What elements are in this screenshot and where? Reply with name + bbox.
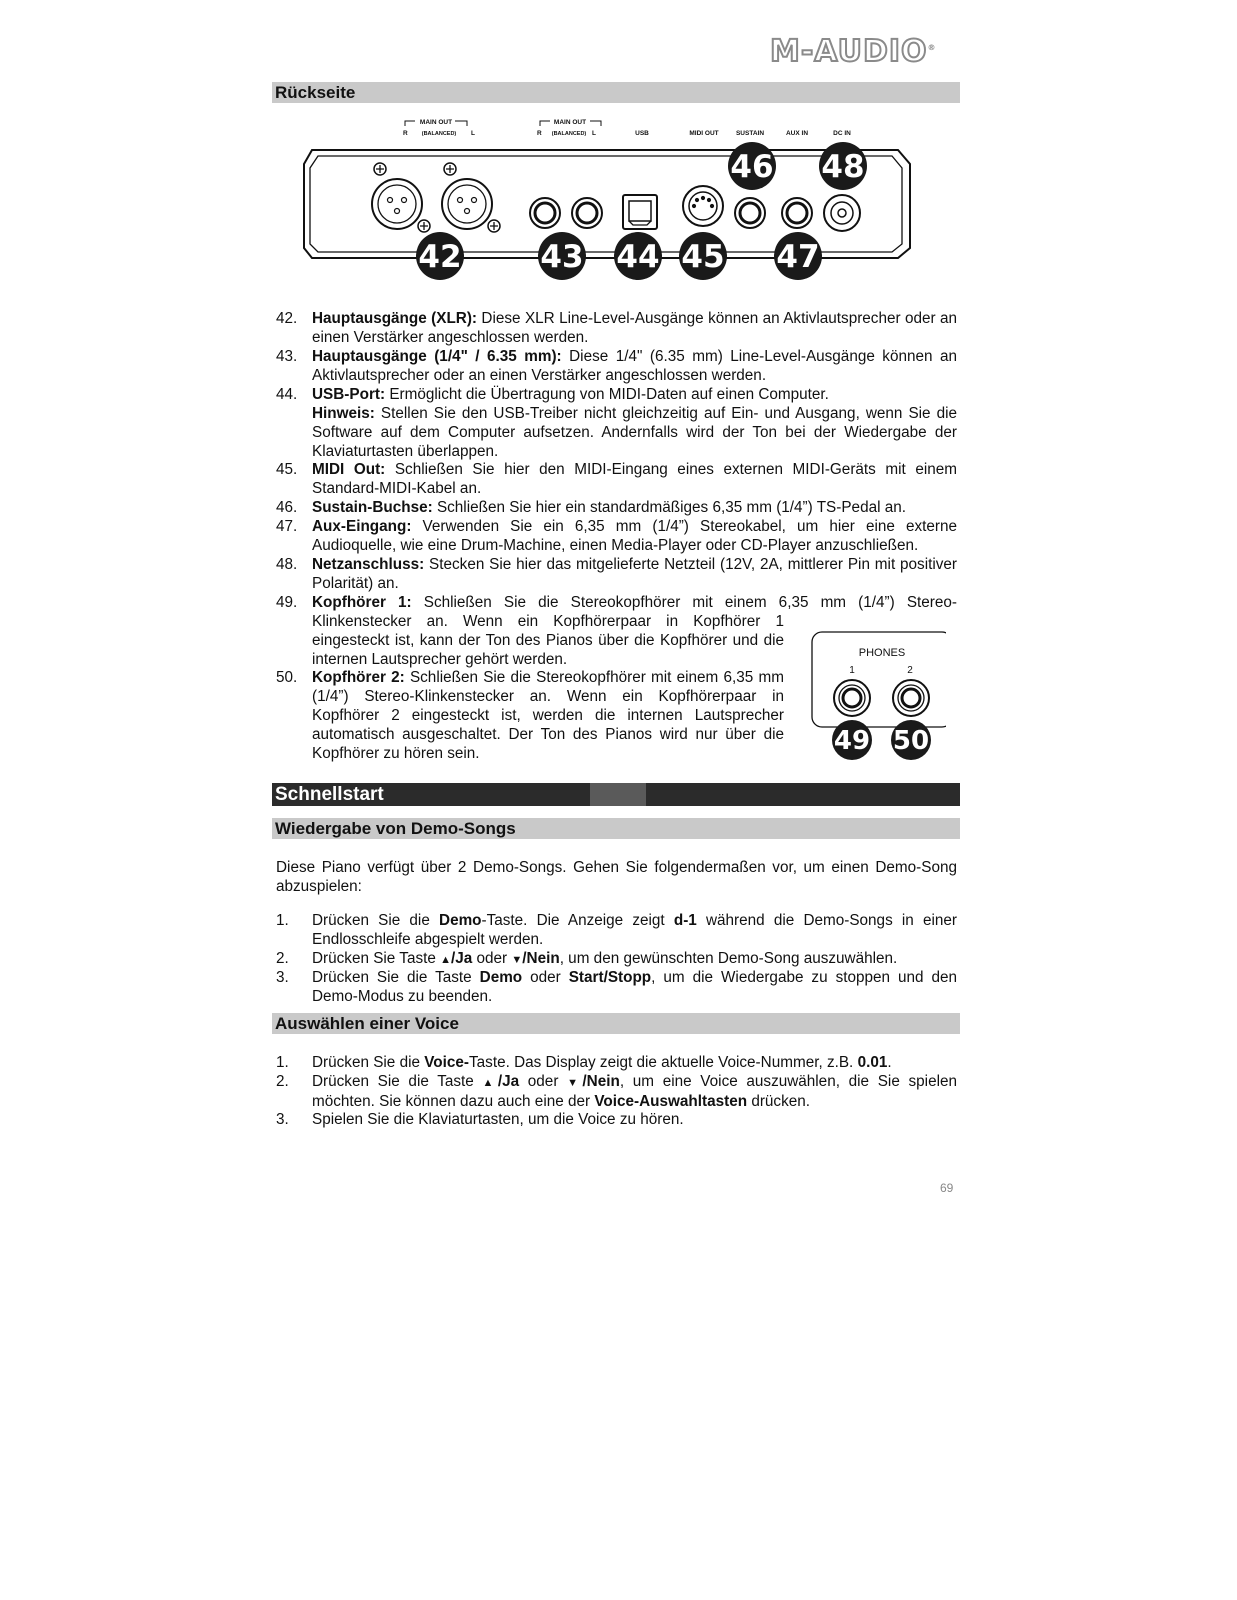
l-label-quarter: L — [592, 130, 596, 137]
main-out-label-xlr: MAIN OUT — [419, 119, 453, 126]
phones-label: PHONES — [858, 647, 906, 659]
page-number: 69 — [940, 1181, 954, 1195]
list-item-46: 46. Sustain-Buchse: Schließen Sie hier ein standardmäßiges 6,35 mm (1/4”) TS-Pedal an. — [276, 499, 906, 516]
usb-label: USB — [635, 130, 649, 137]
demo-step-1: 1. Drücken Sie die Demo-Taste. Die Anzeige zeigt d-1 während die Demo-Songs in einer Endlosschleife abgespielt werden. — [276, 912, 957, 948]
callout-47: 47 — [776, 239, 820, 275]
section-heading-voice: Auswählen einer Voice — [272, 1013, 960, 1034]
down-arrow-icon: ▼ — [567, 1077, 583, 1089]
callout-43: 43 — [540, 239, 584, 275]
list-item-44: 44. USB-Port: Ermöglicht die Übertragung von MIDI-Daten auf einen Computer. Hinweis: Stellen Sie den USB-Treiber nicht gleichzeitig auf Ein- und Ausgang, wenn Sie die Software auf dem Computer aufsetzen. Andernfalls wird der Ton bei der Wiedergabe der Klaviaturtasten überlappen. — [276, 386, 957, 460]
list-item-45: 45. MIDI Out: Schließen Sie hier den MIDI-Eingang eines externen MIDI-Geräts mit einem Standard-MIDI-Kabel an. — [276, 461, 957, 497]
r-label-quarter: R — [537, 130, 542, 137]
main-out-label-quarter: MAIN OUT — [553, 119, 587, 126]
list-item-50: 50. Kopfhörer 2: Schließen Sie die Stereokopfhörer mit einem 6,35 mm (1/4”) Stereo-Klinkenstecker an. Wenn ein Kopfhörerpaar in Kopfhörer 2 eingesteckt ist, werden die internen Lautsprecher automatisch ausgeschaltet. Der Ton des Pianos wird nur über die Kopfhörer zu hören sein. — [276, 669, 784, 762]
voice-step-2: 2. Drücken Sie die Taste ▲/Ja oder ▼/Nein, um eine Voice auszuwählen, die Sie spielen möchten. Sie können dazu auch eine der Voice-Auswahltasten drücken. — [276, 1073, 957, 1110]
up-arrow-icon: ▲ — [440, 954, 451, 966]
rear-panel-diagram — [300, 112, 920, 288]
section-heading-rear: Rückseite — [272, 82, 960, 103]
callout-50: 50 — [892, 726, 930, 756]
phones-jack-2-label: 2 — [907, 665, 913, 676]
list-item-48: 48. Netzanschluss: Stecken Sie hier das mitgelieferte Netzteil (12V, 2A, mittlerer Pin mit positiver Polarität) an. — [276, 556, 957, 592]
list-item-49-continued: Klinkenstecker an. Wenn ein Kopfhörerpaar in Kopfhörer 1 eingesteckt ist, kann der Ton des Pianos über die Kopfhörer und die internen Lautsprecher gehört werden. — [312, 613, 784, 668]
demo-intro: Diese Piano verfügt über 2 Demo-Songs. Gehen Sie folgendermaßen vor, um einen Demo-Song abzuspielen: — [276, 859, 957, 895]
r-label-xlr: R — [403, 130, 408, 137]
demo-step-3: 3. Drücken Sie die Taste Demo oder Start/Stopp, um die Wiedergabe zu stoppen und den Demo-Modus zu beenden. — [276, 969, 957, 1005]
up-arrow-icon: ▲ — [482, 1077, 498, 1089]
section-heading-quickstart: Schnellstart — [272, 783, 960, 806]
balanced-label-quarter: (BALANCED) — [551, 131, 587, 137]
callout-44: 44 — [616, 239, 660, 275]
sustain-label: SUSTAIN — [735, 130, 765, 137]
l-label-xlr: L — [471, 130, 475, 137]
list-item-43: 43. Hauptausgänge (1/4" / 6.35 mm): Diese 1/4" (6.35 mm) Line-Level-Ausgänge können an Aktivlautsprecher oder an einen Verstärker angeschlossen werden. — [276, 348, 957, 384]
down-arrow-icon: ▼ — [511, 954, 523, 966]
list-item-49: 49. Kopfhörer 1: Schließen Sie die Stereokopfhörer mit einem 6,35 mm (1/4”) Stereo- — [276, 594, 957, 611]
voice-step-3: 3. Spielen Sie die Klaviaturtasten, um die Voice zu hören. — [276, 1111, 684, 1128]
callout-49: 49 — [833, 726, 871, 756]
voice-step-1: 1. Drücken Sie die Voice-Taste. Das Display zeigt die aktuelle Voice-Nummer, z.B. 0.01. — [276, 1054, 892, 1071]
m-audio-logo: M-AUDIO® — [770, 34, 937, 69]
balanced-label-xlr: (BALANCED) — [421, 131, 457, 137]
midi-out-label: MIDI OUT — [689, 130, 719, 137]
demo-step-2: 2. Drücken Sie Taste ▲/Ja oder ▼/Nein, um den gewünschten Demo-Song auszuwählen. — [276, 950, 898, 967]
dc-in-label: DC IN — [833, 130, 851, 137]
phones-panel-diagram — [796, 630, 946, 770]
phones-jack-1-label: 1 — [849, 665, 855, 676]
callout-45: 45 — [681, 239, 725, 275]
section-heading-demo: Wiedergabe von Demo-Songs — [272, 818, 960, 839]
aux-in-label: AUX IN — [785, 130, 809, 137]
list-item-47: 47. Aux-Eingang: Verwenden Sie ein 6,35 mm (1/4”) Stereokabel, um hier eine externe Audioquelle, wie eine Drum-Machine, einen Media-Player oder CD-Player anzuschließen. — [276, 518, 957, 554]
callout-46: 46 — [730, 149, 774, 185]
list-item-42: 42. Hauptausgänge (XLR): Diese XLR Line-Level-Ausgänge können an Aktivlautsprecher oder an einen Verstärker angeschlossen werden. — [276, 310, 957, 346]
callout-42: 42 — [418, 239, 462, 275]
callout-48: 48 — [821, 149, 865, 185]
